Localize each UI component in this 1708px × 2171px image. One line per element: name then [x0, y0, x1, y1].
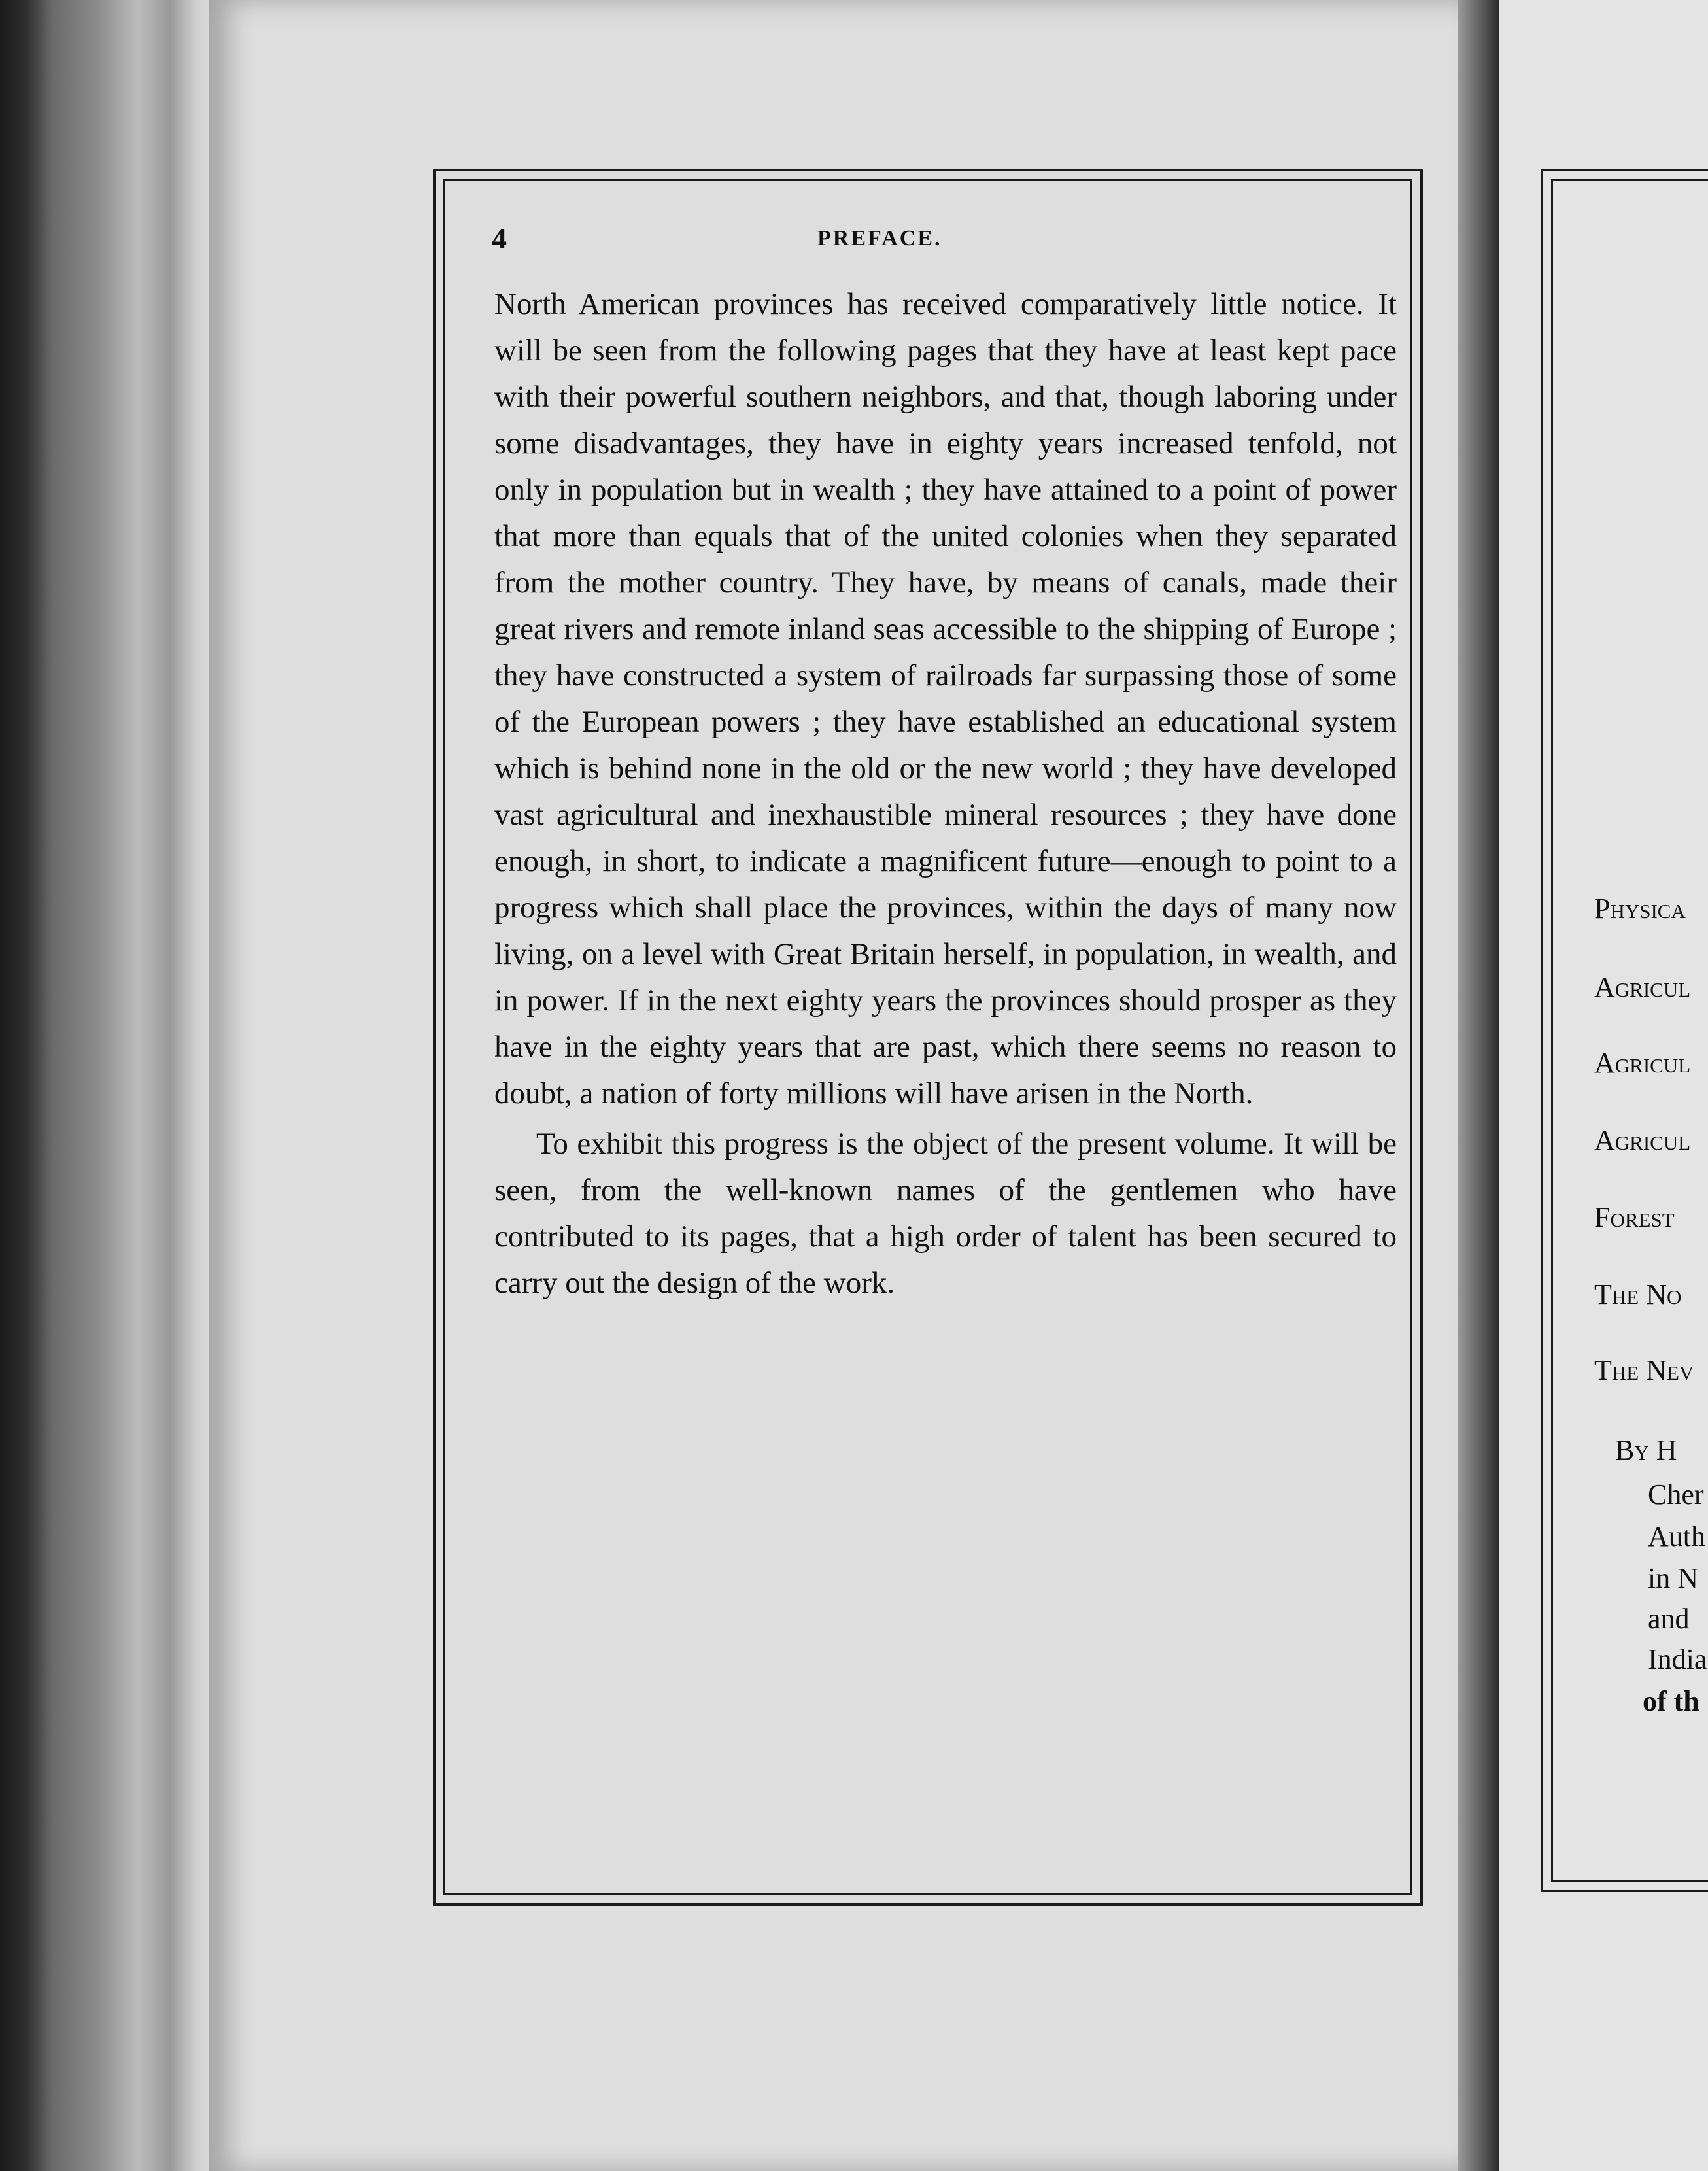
byline-fragment: and: [1648, 1603, 1690, 1635]
toc-entry: Forest: [1594, 1201, 1675, 1233]
byline-fragment: in N: [1648, 1562, 1698, 1594]
byline-fragment: Cher: [1648, 1479, 1704, 1511]
byline-fragment: By H: [1615, 1434, 1677, 1466]
byline-fragment: Auth: [1648, 1520, 1705, 1552]
toc-entry: Agricul: [1594, 1124, 1691, 1156]
paragraph-1: North American provinces has received comparatively little notice. It will be seen from the following pages that they have at least kept pace with their powerful southern neighbors, and that, though laboring under some disadvantages, they have in eighty years increased tenfold, not only in population but in wealth ; they have attained to a point of power that more than equals that of the united colonies when they separated from the mother country. They have, by means of canals, made their great rivers and remote inland seas accessible to the shipping of Europe ; they have constructed a system of railroads far surpassing those of some of the European powers ; they have established an educational system which is behind none in the old or the new world ; they have developed vast agricultural and inexhaustible mineral resources ; they have done enough, in short, to indicate a magnificent future—enough to point to a progress which shall place the provinces, within the days of many now living, on a level with Great Britain herself, in population, in wealth, and in power. If in the next eighty years the provinces should prosper as they have in the eighty years that are past, which there seems no reason to doubt, a nation of forty millions will have arisen in the North.: [494, 287, 1397, 1110]
toc-entry: The No: [1594, 1278, 1682, 1310]
page-number: 4: [492, 222, 507, 255]
book-page-edges: [0, 0, 216, 2171]
toc-entry: Physica: [1594, 893, 1686, 925]
running-head: PREFACE.: [817, 226, 942, 250]
preface-body: [494, 281, 1397, 1307]
toc-entry: The Nev: [1594, 1354, 1694, 1386]
byline-fragment: India: [1648, 1643, 1707, 1675]
book-gutter: [1458, 0, 1499, 2171]
byline-fragment: of th: [1643, 1685, 1699, 1717]
toc-entry: Agricul: [1594, 971, 1691, 1003]
toc-entry: Agricul: [1594, 1047, 1691, 1079]
paragraph-2: To exhibit this progress is the object of the present volume. It will be seen, from the well-known names of the gentlemen who have contributed to its pages, that a high order of talent has been secured to carry out the design of the work.: [494, 1127, 1397, 1300]
